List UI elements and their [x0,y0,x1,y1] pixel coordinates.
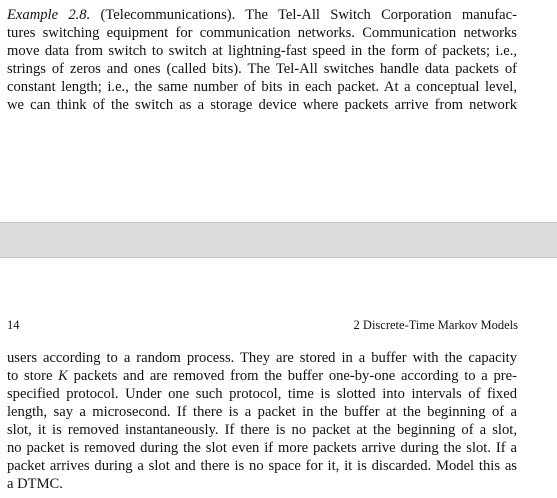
paragraph-line: tures switching equipment for communication networks. Communication networks [7,25,517,41]
example-topic: (Telecommunications). The Tel-All Switch Corporation manufac- [90,7,517,23]
line-segment: to store [7,368,59,384]
page-separator [0,222,557,258]
paragraph-line: no packet is removed during the slot even if more packets arrive during the slot. If a [7,440,517,456]
paragraph-line: specified protocol. Under one such protocol, time is slotted into intervals of fixed [7,386,517,402]
page-number: 14 [7,318,20,332]
line-segment: packets and are removed from the buffer one-by-one according to a pre- [67,368,517,384]
paragraph-line: constant length; i.e., the same number of bits in each packet. At a conceptual level, [7,79,517,95]
paragraph-line: a DTMC. [7,476,63,492]
paragraph-line-with-variable [7,367,517,385]
paragraph-line: strings of zeros and ones (called bits). The Tel-All switches handle data packets of [7,61,517,77]
paragraph-line: packet arrives during a slot and there is no space for it, it is discarded. Model this as [7,458,517,474]
chapter-title: 2 Discrete-Time Markov Models [353,318,518,332]
paragraph-line: slot, it is removed instantaneously. If there is no packet at the beginning of a slot, [7,422,517,438]
paragraph-line: users according to a random process. They are stored in a buffer with the capacity [7,350,517,366]
example-heading-line [7,6,517,24]
example-label: Example 2.8. [7,7,91,23]
paragraph-line: we can think of the switch as a storage device where packets arrive from network [7,97,517,113]
math-variable-k: K [58,368,68,384]
paragraph-line: length, say a microsecond. If there is a packet in the buffer at the beginning of a [7,404,517,420]
paragraph-line: move data from switch to switch at lightning-fast speed in the form of packets; i.e., [7,43,517,59]
